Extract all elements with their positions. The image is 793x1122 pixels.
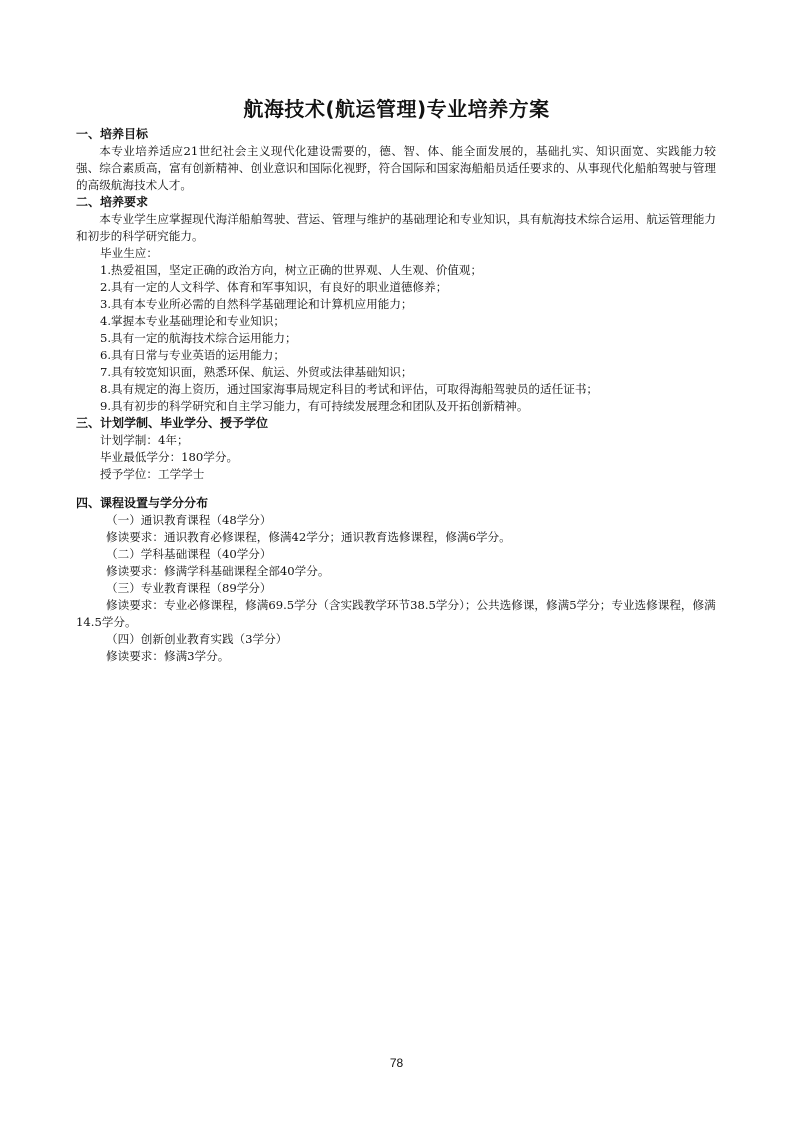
spacer xyxy=(76,483,716,495)
list-item: 3.具有本专业所必需的自然科学基础理论和计算机应用能力； xyxy=(100,297,413,311)
list-item: 6.具有日常与专业英语的运用能力； xyxy=(100,348,285,362)
list-item: 2.具有一定的人文科学、体育和军事知识，有良好的职业道德修养； xyxy=(100,280,448,294)
list-item: 1.热爱祖国，坚定正确的政治方向，树立正确的世界观、人生观、价值观； xyxy=(100,263,483,277)
page-title: 航海技术(航运管理)专业培养方案 xyxy=(243,97,550,121)
course-group-name: （一）通识教育课程（48学分） xyxy=(106,513,272,527)
requirements-lead: 毕业生应： xyxy=(100,246,158,260)
section-heading-goals: 一、培养目标 xyxy=(76,127,149,141)
degree-duration: 计划学制：4年； xyxy=(100,433,189,447)
page-number: 78 xyxy=(389,1056,404,1070)
list-item: 7.具有较宽知识面，熟悉环保、航运、外贸或法律基础知识； xyxy=(100,365,413,379)
document-body xyxy=(76,126,716,665)
section-heading-courses: 四、课程设置与学分分布 xyxy=(76,496,209,510)
section-heading-degree: 三、计划学制、毕业学分、授予学位 xyxy=(76,416,269,430)
degree-min-credits: 毕业最低学分：180学分。 xyxy=(100,450,239,464)
list-item: 4.掌握本专业基础理论和专业知识； xyxy=(100,314,285,328)
degree-awarded: 授予学位：工学学士 xyxy=(100,467,205,481)
course-group-name: （三）专业教育课程（89学分） xyxy=(106,581,272,595)
course-group-requirement: 修读要求：通识教育必修课程，修满42学分；通识教育选修课程，修满6学分。 xyxy=(106,530,511,544)
course-group-requirement: 修读要求：修满3学分。 xyxy=(106,649,230,663)
course-group-requirement: 修读要求：修满学科基础课程全部40学分。 xyxy=(106,564,330,578)
list-item: 8.具有规定的海上资历，通过国家海事局规定科目的考试和评估，可取得海船驾驶员的适任证书； xyxy=(100,382,599,396)
course-group-requirement: 修读要求：专业必修课程，修满69.5学分（含实践教学环节38.5学分）；公共选修课，修满5学分；专业选修课程，修满14.5学分。 xyxy=(76,598,716,629)
section-heading-requirements: 二、培养要求 xyxy=(76,195,149,209)
goals-paragraph: 本专业培养适应21世纪社会主义现代化建设需要的，德、智、体、能全面发展的，基础扎实、知识面宽、实践能力较强、综合素质高，富有创新精神、创业意识和国际化视野，符合国际和国家海船船员适任要求的、从事现代化船舶驾驶与管理的高级航海技术人才。 xyxy=(76,144,716,192)
course-group-name: （二）学科基础课程（40学分） xyxy=(106,547,272,561)
requirements-intro: 本专业学生应掌握现代海洋船舶驾驶、营运、管理与维护的基础理论和专业知识，具有航海技术综合运用、航运管理能力和初步的科学研究能力。 xyxy=(76,212,716,243)
course-group-name: （四）创新创业教育实践（3学分） xyxy=(106,632,288,646)
list-item: 5.具有一定的航海技术综合运用能力； xyxy=(100,331,297,345)
list-item: 9.具有初步的科学研究和自主学习能力，有可持续发展理念和团队及开拓创新精神。 xyxy=(100,399,529,413)
